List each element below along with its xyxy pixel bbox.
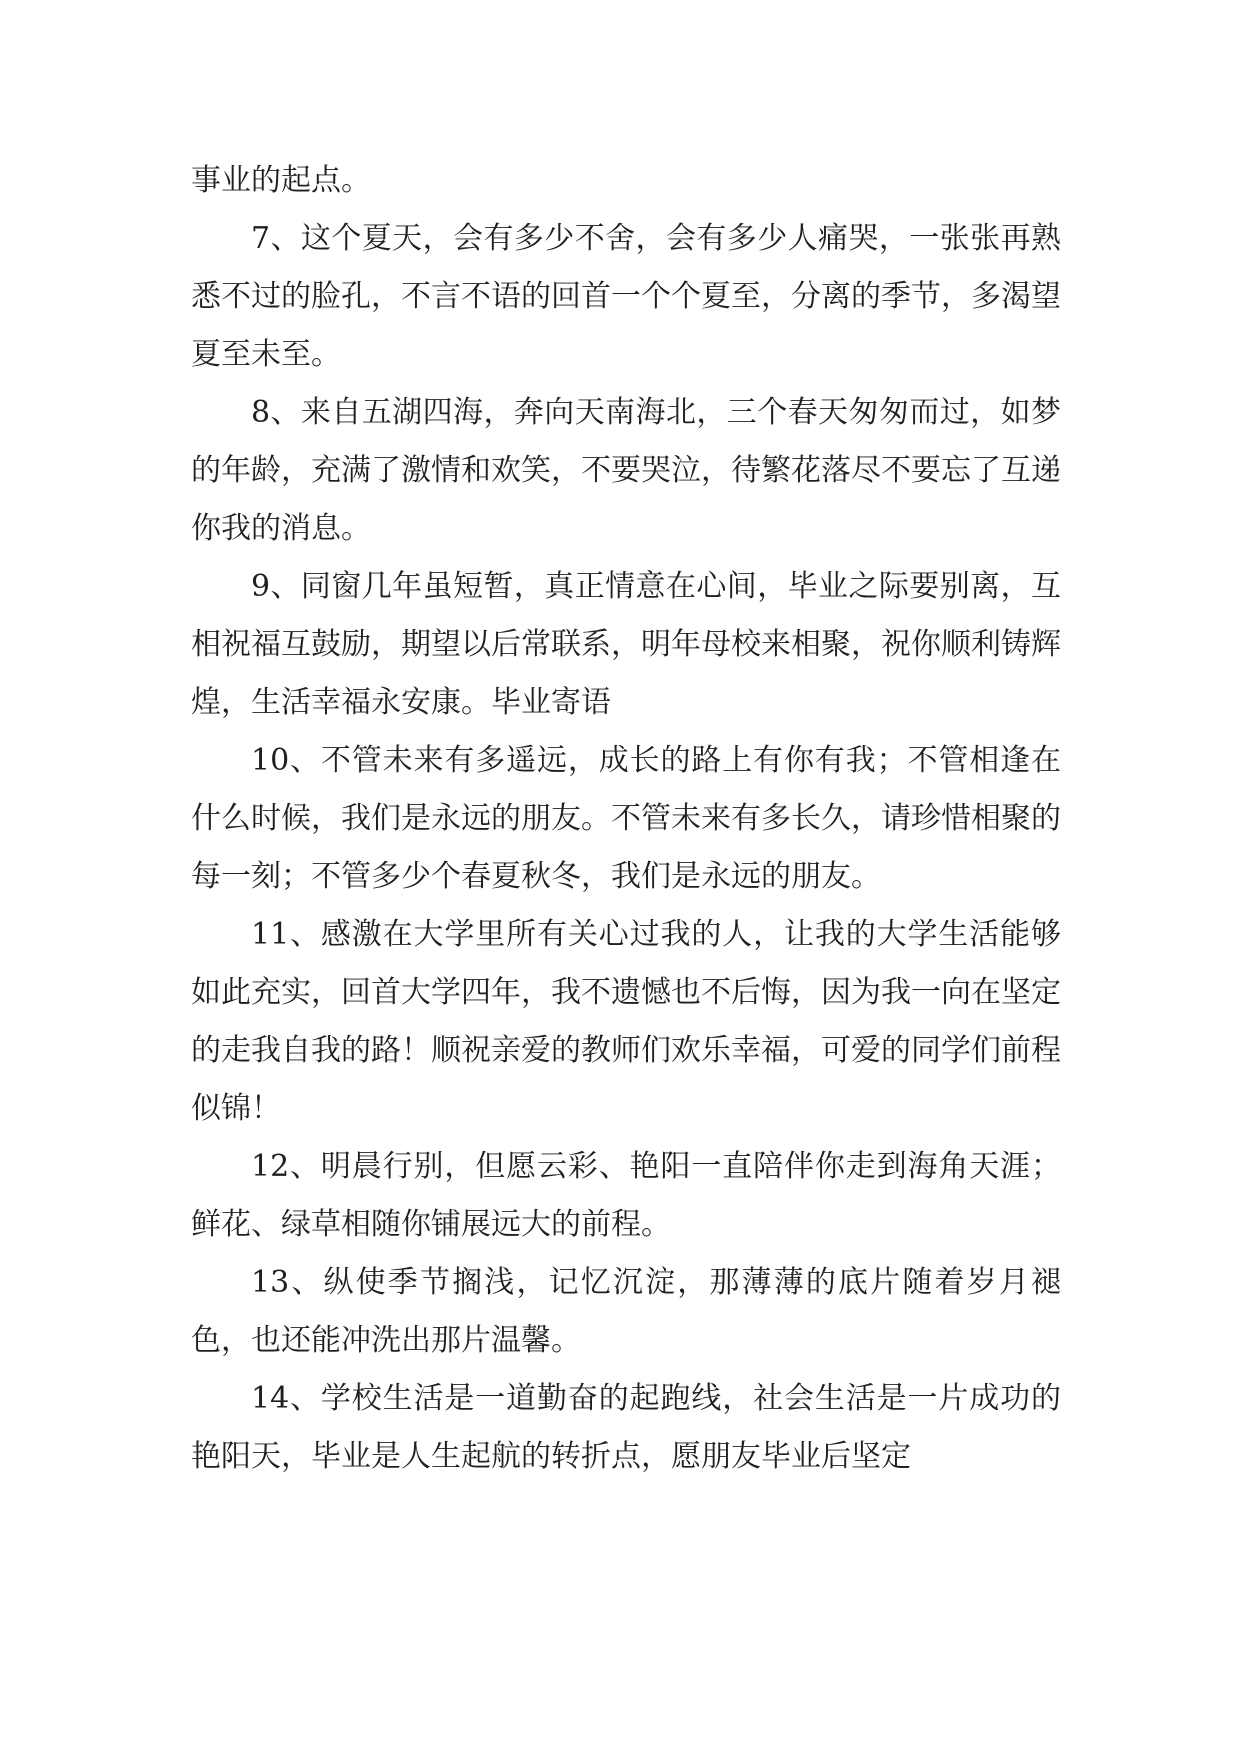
paragraph-item-11: 11、感激在大学里所有关心过我的人，让我的大学生活能够如此充实，回首大学四年，我不遗憾也不后悔，因为我一向在坚定的走我自我的路！顺祝亲爱的教师们欢乐幸福，可爱的同学们前程似锦！ — [191, 917, 1061, 1126]
paragraph-continued: 事业的起点。 — [191, 163, 371, 198]
paragraph-item-13: 13、纵使季节搁浅，记忆沉淀，那薄薄的底片随着岁月褪色，也还能冲洗出那片温馨。 — [191, 1265, 1061, 1358]
paragraph-item-8: 8、来自五湖四海，奔向天南海北，三个春天匆匆而过，如梦的年龄，充满了激情和欢笑，不要哭泣，待繁花落尽不要忘了互递你我的消息。 — [191, 395, 1061, 546]
paragraph-item-9: 9、同窗几年虽短暂，真正情意在心间，毕业之际要别离，互相祝福互鼓励，期望以后常联系，明年母校来相聚，祝你顺利铸辉煌，生活幸福永安康。毕业寄语 — [191, 569, 1061, 720]
paragraph-item-14: 14、学校生活是一道勤奋的起跑线，社会生活是一片成功的艳阳天，毕业是人生起航的转折点，愿朋友毕业后坚定 — [191, 1381, 1061, 1474]
paragraph-item-10: 10、不管未来有多遥远，成长的路上有你有我；不管相逢在什么时候，我们是永远的朋友。不管未来有多长久，请珍惜相聚的每一刻；不管多少个春夏秋冬，我们是永远的朋友。 — [191, 743, 1061, 894]
paragraph-item-12: 12、明晨行别，但愿云彩、艳阳一直陪伴你走到海角天涯；鲜花、绿草相随你铺展远大的前程。 — [191, 1149, 1061, 1242]
paragraph-item-7: 7、这个夏天，会有多少不舍，会有多少人痛哭，一张张再熟悉不过的脸孔，不言不语的回首一个个夏至，分离的季节，多渴望夏至未至。 — [191, 221, 1061, 372]
document-body — [191, 152, 1061, 1486]
